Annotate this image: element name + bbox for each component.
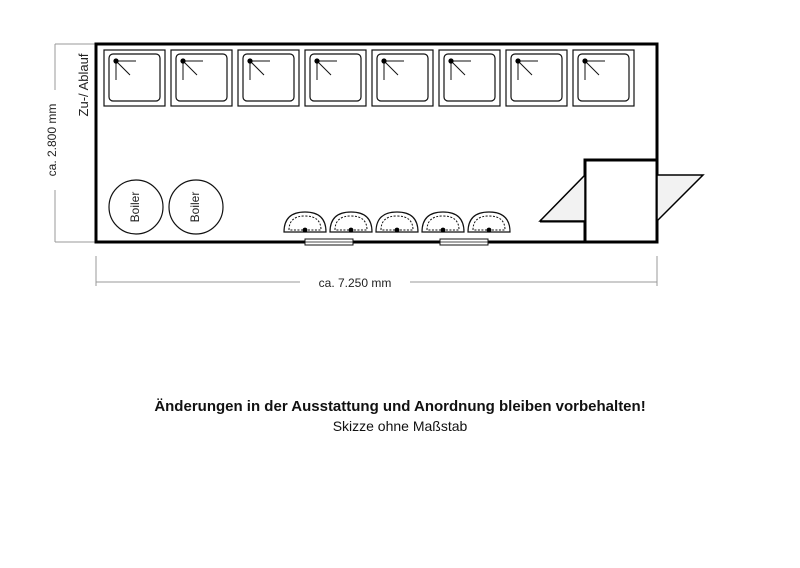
washbasin [422, 212, 464, 232]
entrance-room [585, 160, 657, 242]
shower-cabin [372, 50, 433, 106]
width-dimension-label: ca. 7.250 mm [318, 276, 392, 290]
shower-cabin [305, 50, 366, 106]
washbasin [468, 212, 510, 232]
shower-row [104, 50, 634, 106]
shower-cabin [104, 50, 165, 106]
boiler [169, 180, 223, 234]
boiler-label: Boiler [128, 191, 143, 223]
scale-note: Skizze ohne Maßstab [332, 418, 468, 434]
wall-vent [440, 239, 488, 245]
boiler [109, 180, 163, 234]
shower-cabin [439, 50, 500, 106]
shower-cabin [238, 50, 299, 106]
left-door-leaf [540, 175, 585, 221]
shower-cabin [506, 50, 567, 106]
height-dimension-label: ca. 2.800 mm [45, 103, 59, 177]
right-door-leaf [657, 175, 703, 221]
shower-cabin [171, 50, 232, 106]
wall-vent [305, 239, 353, 245]
washbasin [376, 212, 418, 232]
washbasin [284, 212, 326, 232]
washbasin [330, 212, 372, 232]
boiler-group [109, 180, 223, 234]
shower-cabin [573, 50, 634, 106]
pipe-connection-label: Zu-/ Ablauf [76, 53, 91, 117]
disclaimer-note: Änderungen in der Ausstattung und Anordnung bleiben vorbehalten! [154, 398, 646, 415]
washbasin-row [284, 212, 510, 232]
boiler-label: Boiler [188, 191, 203, 223]
